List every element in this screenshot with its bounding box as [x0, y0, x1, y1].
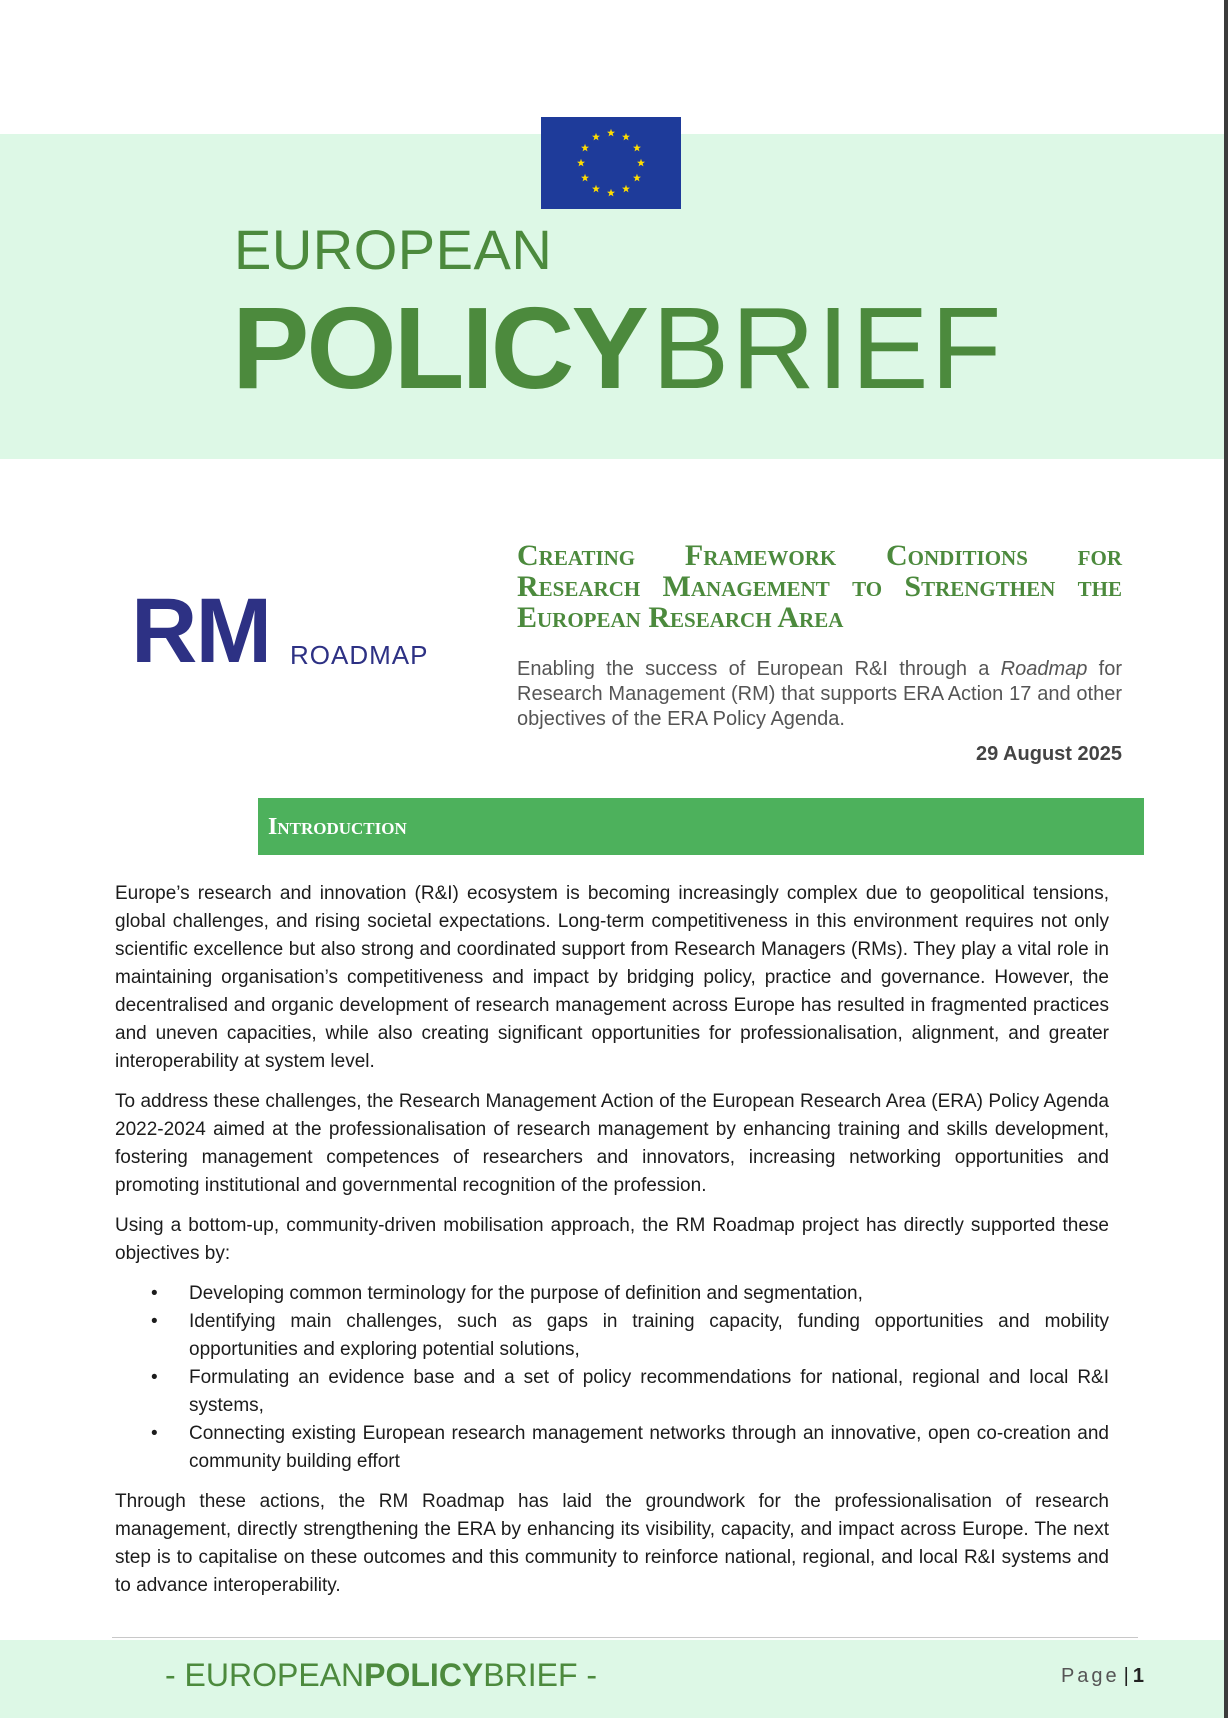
footer-divider — [112, 1637, 1138, 1638]
document-date: 29 August 2025 — [976, 743, 1122, 765]
subtitle-roadmap-italic: Roadmap — [1000, 658, 1088, 680]
header-title-brief: BRIEF — [651, 283, 1004, 413]
footer-dash: - — [577, 1657, 598, 1693]
header-title-policybrief — [232, 283, 1004, 413]
page-number: 1 — [1132, 1665, 1144, 1687]
bullet-icon: • — [151, 1283, 158, 1304]
page-edge — [1224, 0, 1228, 1718]
page-label-text: Page — [1060, 1665, 1120, 1687]
document-title-line: Research Management to Strengthen the — [517, 570, 1122, 603]
document-subtitle — [517, 657, 1122, 732]
list-item — [115, 1364, 1109, 1420]
header-title-policy: POLICY — [232, 283, 646, 413]
document-title-line: Creating Framework Conditions for — [517, 539, 1122, 572]
footer-dash: - — [165, 1657, 185, 1693]
logo-roadmap-text: ROADMAP — [290, 640, 429, 670]
list-item-text: Identifying main challenges, such as gaps in training capacity, funding opportunities and mobility opportunities and exploring potential solutions, — [189, 1311, 1109, 1360]
logo-rm-text: RM — [131, 580, 271, 682]
page-separator: | — [1123, 1665, 1129, 1687]
document-title-line: European Research Area — [517, 601, 844, 634]
header-title-european: EUROPEAN — [234, 218, 553, 281]
list-item — [115, 1308, 1109, 1364]
footer-brand-european: EUROPEAN — [184, 1657, 365, 1693]
list-item-text: Developing common terminology for the purpose of definition and segmentation, — [189, 1283, 863, 1304]
footer-brand-brief: BRIEF — [483, 1657, 578, 1693]
body-paragraph: To address these challenges, the Research Management Action of the European Research Area (ERA) Policy Agenda 2022-2024 aimed at the professionalisation of research management by enhancing training and skills development, fostering management competences of researchers and innovators, increasing networking opportunities and promoting institutional and governmental recognition of the profession. — [115, 1091, 1109, 1196]
list-item-text: Formulating an evidence base and a set of policy recommendations for national, regional and local R&I systems, — [189, 1367, 1109, 1416]
list-item-text: Connecting existing European research management networks through an innovative, open co-creation and community building effort — [189, 1423, 1109, 1472]
objectives-list — [115, 1280, 1109, 1476]
body-text — [115, 880, 1109, 1612]
section-header-introduction — [258, 798, 1144, 855]
footer-brand-policy: POLICY — [364, 1657, 484, 1693]
list-item — [115, 1420, 1109, 1476]
subtitle-text: for Research Management (RM) that supports ERA Action 17 and other objectives of the ERA Policy Agenda. — [517, 658, 1122, 730]
page-number-label — [1061, 1665, 1144, 1688]
body-paragraph: Through these actions, the RM Roadmap has laid the groundwork for the professionalisation of research management, directly strengthening the ERA by enhancing its visibility, capacity, and impact across Europe. The next step is to capitalise on these outcomes and this community to reinforce national, regional, and local R&I systems and to advance interoperability. — [115, 1491, 1109, 1596]
bullet-icon: • — [151, 1367, 158, 1388]
list-item — [115, 1280, 1109, 1308]
body-paragraph: Using a bottom-up, community-driven mobilisation approach, the RM Roadmap project has directly supported these objectives by: — [115, 1215, 1109, 1264]
document-title — [517, 540, 1122, 633]
footer-brand — [165, 1657, 597, 1693]
bullet-icon: • — [151, 1311, 158, 1332]
subtitle-text: Enabling the success of European R&I through a — [517, 658, 1001, 680]
section-heading: Introduction — [268, 814, 407, 840]
bullet-icon: • — [151, 1423, 158, 1444]
eu-flag-icon — [541, 117, 681, 209]
body-paragraph: Europe’s research and innovation (R&I) ecosystem is becoming increasingly complex due to geopolitical tensions, global challenges, and rising societal expectations. Long-term competitiveness in this environment requires not only scientific excellence but also strong and coordinated support from Research Managers (RMs). They play a vital role in maintaining organisation’s competitiveness and impact by bridging policy, practice and governance. However, the decentralised and organic development of research management across Europe has resulted in fragmented practices and uneven capacities, while also creating significant opportunities for professionalisation, alignment, and greater interoperability at system level. — [115, 883, 1109, 1072]
rm-roadmap-logo — [131, 580, 451, 682]
